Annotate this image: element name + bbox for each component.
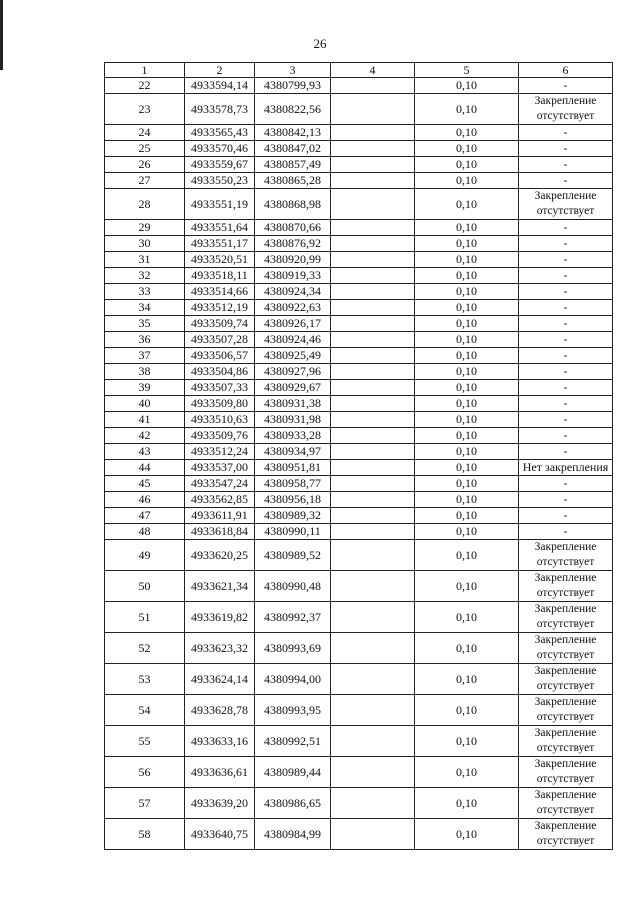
table-row: [105, 141, 613, 157]
empty-cell: [331, 141, 415, 157]
x-coordinate-cell: 4933551,17: [185, 236, 255, 252]
accuracy-cell: 0,10: [415, 284, 519, 300]
empty-cell: [331, 492, 415, 508]
accuracy-cell: 0,10: [415, 348, 519, 364]
x-coordinate-cell: 4933623,32: [185, 633, 255, 664]
y-coordinate-cell: 4380929,67: [255, 380, 331, 396]
column-header: 5: [415, 63, 519, 78]
point-number-cell: 58: [105, 819, 185, 850]
table-row: [105, 300, 613, 316]
accuracy-cell: 0,10: [415, 300, 519, 316]
accuracy-cell: 0,10: [415, 788, 519, 819]
accuracy-cell: 0,10: [415, 540, 519, 571]
point-number-cell: 23: [105, 94, 185, 125]
fixation-note-cell: -: [519, 125, 613, 141]
x-coordinate-cell: 4933578,73: [185, 94, 255, 125]
x-coordinate-cell: 4933551,19: [185, 189, 255, 220]
empty-cell: [331, 726, 415, 757]
x-coordinate-cell: 4933518,11: [185, 268, 255, 284]
x-coordinate-cell: 4933507,33: [185, 380, 255, 396]
fixation-note-cell: -: [519, 364, 613, 380]
fixation-note-cell: Закрепление отсутствует: [519, 571, 613, 602]
accuracy-cell: 0,10: [415, 524, 519, 540]
y-coordinate-cell: 4380989,32: [255, 508, 331, 524]
empty-cell: [331, 332, 415, 348]
point-number-cell: 40: [105, 396, 185, 412]
table-row: [105, 492, 613, 508]
x-coordinate-cell: 4933504,86: [185, 364, 255, 380]
y-coordinate-cell: 4380934,97: [255, 444, 331, 460]
x-coordinate-cell: 4933550,23: [185, 173, 255, 189]
point-number-cell: 54: [105, 695, 185, 726]
empty-cell: [331, 757, 415, 788]
table-row: [105, 268, 613, 284]
x-coordinate-cell: 4933628,78: [185, 695, 255, 726]
y-coordinate-cell: 4380857,49: [255, 157, 331, 173]
point-number-cell: 25: [105, 141, 185, 157]
empty-cell: [331, 252, 415, 268]
y-coordinate-cell: 4380868,98: [255, 189, 331, 220]
y-coordinate-cell: 4380992,37: [255, 602, 331, 633]
point-number-cell: 42: [105, 428, 185, 444]
empty-cell: [331, 819, 415, 850]
point-number-cell: 36: [105, 332, 185, 348]
empty-cell: [331, 664, 415, 695]
x-coordinate-cell: 4933510,63: [185, 412, 255, 428]
empty-cell: [331, 125, 415, 141]
y-coordinate-cell: 4380920,99: [255, 252, 331, 268]
y-coordinate-cell: 4380922,63: [255, 300, 331, 316]
empty-cell: [331, 284, 415, 300]
accuracy-cell: 0,10: [415, 571, 519, 602]
accuracy-cell: 0,10: [415, 819, 519, 850]
empty-cell: [331, 524, 415, 540]
empty-cell: [331, 476, 415, 492]
x-coordinate-cell: 4933562,85: [185, 492, 255, 508]
accuracy-cell: 0,10: [415, 476, 519, 492]
y-coordinate-cell: 4380847,02: [255, 141, 331, 157]
accuracy-cell: 0,10: [415, 492, 519, 508]
x-coordinate-cell: 4933594,14: [185, 78, 255, 94]
fixation-note-cell: -: [519, 508, 613, 524]
y-coordinate-cell: 4380933,28: [255, 428, 331, 444]
table-row: [105, 78, 613, 94]
point-number-cell: 41: [105, 412, 185, 428]
fixation-note-cell: -: [519, 157, 613, 173]
accuracy-cell: 0,10: [415, 757, 519, 788]
y-coordinate-cell: 4380986,65: [255, 788, 331, 819]
point-number-cell: 34: [105, 300, 185, 316]
empty-cell: [331, 220, 415, 236]
accuracy-cell: 0,10: [415, 428, 519, 444]
point-number-cell: 38: [105, 364, 185, 380]
table-row: [105, 332, 613, 348]
point-number-cell: 28: [105, 189, 185, 220]
point-number-cell: 43: [105, 444, 185, 460]
point-number-cell: 39: [105, 380, 185, 396]
table-row: [105, 125, 613, 141]
accuracy-cell: 0,10: [415, 444, 519, 460]
empty-cell: [331, 364, 415, 380]
accuracy-cell: 0,10: [415, 412, 519, 428]
table-row: [105, 524, 613, 540]
table-body: [105, 78, 613, 850]
accuracy-cell: 0,10: [415, 220, 519, 236]
accuracy-cell: 0,10: [415, 695, 519, 726]
point-number-cell: 49: [105, 540, 185, 571]
y-coordinate-cell: 4380926,17: [255, 316, 331, 332]
point-number-cell: 44: [105, 460, 185, 476]
table-row: [105, 428, 613, 444]
empty-cell: [331, 412, 415, 428]
y-coordinate-cell: 4380984,99: [255, 819, 331, 850]
y-coordinate-cell: 4380951,81: [255, 460, 331, 476]
table-row: [105, 695, 613, 726]
fixation-note-cell: -: [519, 380, 613, 396]
fixation-note-cell: -: [519, 348, 613, 364]
y-coordinate-cell: 4380870,66: [255, 220, 331, 236]
x-coordinate-cell: 4933640,75: [185, 819, 255, 850]
point-number-cell: 45: [105, 476, 185, 492]
point-number-cell: 33: [105, 284, 185, 300]
y-coordinate-cell: 4380989,44: [255, 757, 331, 788]
table-row: [105, 94, 613, 125]
y-coordinate-cell: 4380994,00: [255, 664, 331, 695]
y-coordinate-cell: 4380919,33: [255, 268, 331, 284]
accuracy-cell: 0,10: [415, 460, 519, 476]
empty-cell: [331, 236, 415, 252]
table-row: [105, 540, 613, 571]
table-row: [105, 173, 613, 189]
accuracy-cell: 0,10: [415, 602, 519, 633]
x-coordinate-cell: 4933514,66: [185, 284, 255, 300]
fixation-note-cell: -: [519, 492, 613, 508]
y-coordinate-cell: 4380822,56: [255, 94, 331, 125]
accuracy-cell: 0,10: [415, 332, 519, 348]
fixation-note-cell: -: [519, 141, 613, 157]
fixation-note-cell: Нет закрепления: [519, 460, 613, 476]
x-coordinate-cell: 4933507,28: [185, 332, 255, 348]
fixation-note-cell: Закрепление отсутствует: [519, 788, 613, 819]
point-number-cell: 47: [105, 508, 185, 524]
fixation-note-cell: -: [519, 78, 613, 94]
y-coordinate-cell: 4380925,49: [255, 348, 331, 364]
x-coordinate-cell: 4933509,80: [185, 396, 255, 412]
empty-cell: [331, 157, 415, 173]
fixation-note-cell: -: [519, 316, 613, 332]
x-coordinate-cell: 4933512,19: [185, 300, 255, 316]
table-row: [105, 602, 613, 633]
accuracy-cell: 0,10: [415, 189, 519, 220]
x-coordinate-cell: 4933620,25: [185, 540, 255, 571]
accuracy-cell: 0,10: [415, 664, 519, 695]
fixation-note-cell: -: [519, 268, 613, 284]
y-coordinate-cell: 4380956,18: [255, 492, 331, 508]
y-coordinate-cell: 4380924,34: [255, 284, 331, 300]
x-coordinate-cell: 4933611,91: [185, 508, 255, 524]
table-row: [105, 444, 613, 460]
x-coordinate-cell: 4933512,24: [185, 444, 255, 460]
table-row: [105, 460, 613, 476]
column-header: 4: [331, 63, 415, 78]
x-coordinate-cell: 4933565,43: [185, 125, 255, 141]
table-row: [105, 819, 613, 850]
empty-cell: [331, 300, 415, 316]
point-number-cell: 52: [105, 633, 185, 664]
x-coordinate-cell: 4933619,82: [185, 602, 255, 633]
fixation-note-cell: Закрепление отсутствует: [519, 757, 613, 788]
y-coordinate-cell: 4380876,92: [255, 236, 331, 252]
table-row: [105, 236, 613, 252]
accuracy-cell: 0,10: [415, 94, 519, 125]
empty-cell: [331, 268, 415, 284]
table-row: [105, 788, 613, 819]
x-coordinate-cell: 4933618,84: [185, 524, 255, 540]
point-number-cell: 30: [105, 236, 185, 252]
point-number-cell: 27: [105, 173, 185, 189]
point-number-cell: 57: [105, 788, 185, 819]
fixation-note-cell: -: [519, 236, 613, 252]
y-coordinate-cell: 4380989,52: [255, 540, 331, 571]
fixation-note-cell: -: [519, 220, 613, 236]
table-row: [105, 316, 613, 332]
accuracy-cell: 0,10: [415, 316, 519, 332]
y-coordinate-cell: 4380865,28: [255, 173, 331, 189]
x-coordinate-cell: 4933639,20: [185, 788, 255, 819]
point-number-cell: 50: [105, 571, 185, 602]
y-coordinate-cell: 4380924,46: [255, 332, 331, 348]
x-coordinate-cell: 4933636,61: [185, 757, 255, 788]
empty-cell: [331, 380, 415, 396]
fixation-note-cell: Закрепление отсутствует: [519, 633, 613, 664]
empty-cell: [331, 189, 415, 220]
empty-cell: [331, 602, 415, 633]
y-coordinate-cell: 4380990,48: [255, 571, 331, 602]
accuracy-cell: 0,10: [415, 380, 519, 396]
y-coordinate-cell: 4380799,93: [255, 78, 331, 94]
table-row: [105, 364, 613, 380]
fixation-note-cell: -: [519, 252, 613, 268]
empty-cell: [331, 571, 415, 602]
empty-cell: [331, 78, 415, 94]
table-row: [105, 157, 613, 173]
accuracy-cell: 0,10: [415, 236, 519, 252]
x-coordinate-cell: 4933570,46: [185, 141, 255, 157]
fixation-note-cell: -: [519, 476, 613, 492]
y-coordinate-cell: 4380990,11: [255, 524, 331, 540]
point-number-cell: 51: [105, 602, 185, 633]
accuracy-cell: 0,10: [415, 157, 519, 173]
fixation-note-cell: Закрепление отсутствует: [519, 540, 613, 571]
table-row: [105, 252, 613, 268]
accuracy-cell: 0,10: [415, 173, 519, 189]
fixation-note-cell: -: [519, 428, 613, 444]
x-coordinate-cell: 4933509,76: [185, 428, 255, 444]
column-header: 3: [255, 63, 331, 78]
empty-cell: [331, 316, 415, 332]
table-row: [105, 757, 613, 788]
fixation-note-cell: Закрепление отсутствует: [519, 664, 613, 695]
fixation-note-cell: -: [519, 332, 613, 348]
x-coordinate-cell: 4933624,14: [185, 664, 255, 695]
accuracy-cell: 0,10: [415, 508, 519, 524]
fixation-note-cell: Закрепление отсутствует: [519, 695, 613, 726]
point-number-cell: 32: [105, 268, 185, 284]
fixation-note-cell: -: [519, 300, 613, 316]
accuracy-cell: 0,10: [415, 726, 519, 757]
y-coordinate-cell: 4380931,98: [255, 412, 331, 428]
empty-cell: [331, 396, 415, 412]
x-coordinate-cell: 4933621,34: [185, 571, 255, 602]
fixation-note-cell: -: [519, 284, 613, 300]
point-number-cell: 35: [105, 316, 185, 332]
coordinates-table: [104, 62, 613, 850]
scan-edge-mark: [0, 0, 3, 70]
table-row: [105, 412, 613, 428]
point-number-cell: 22: [105, 78, 185, 94]
y-coordinate-cell: 4380842,13: [255, 125, 331, 141]
point-number-cell: 56: [105, 757, 185, 788]
empty-cell: [331, 508, 415, 524]
empty-cell: [331, 428, 415, 444]
empty-cell: [331, 173, 415, 189]
point-number-cell: 55: [105, 726, 185, 757]
x-coordinate-cell: 4933547,24: [185, 476, 255, 492]
fixation-note-cell: Закрепление отсутствует: [519, 602, 613, 633]
point-number-cell: 31: [105, 252, 185, 268]
fixation-note-cell: -: [519, 412, 613, 428]
fixation-note-cell: -: [519, 396, 613, 412]
fixation-note-cell: Закрепление отсутствует: [519, 726, 613, 757]
table-row: [105, 220, 613, 236]
page-number: 26: [313, 36, 327, 51]
empty-cell: [331, 788, 415, 819]
table-row: [105, 348, 613, 364]
table-row: [105, 189, 613, 220]
empty-cell: [331, 348, 415, 364]
accuracy-cell: 0,10: [415, 633, 519, 664]
empty-cell: [331, 444, 415, 460]
x-coordinate-cell: 4933559,67: [185, 157, 255, 173]
point-number-cell: 26: [105, 157, 185, 173]
table-row: [105, 396, 613, 412]
accuracy-cell: 0,10: [415, 268, 519, 284]
fixation-note-cell: -: [519, 444, 613, 460]
point-number-cell: 53: [105, 664, 185, 695]
y-coordinate-cell: 4380992,51: [255, 726, 331, 757]
empty-cell: [331, 460, 415, 476]
fixation-note-cell: Закрепление отсутствует: [519, 819, 613, 850]
column-header: 1: [105, 63, 185, 78]
y-coordinate-cell: 4380993,69: [255, 633, 331, 664]
point-number-cell: 48: [105, 524, 185, 540]
header-row: [105, 63, 613, 78]
accuracy-cell: 0,10: [415, 78, 519, 94]
x-coordinate-cell: 4933520,51: [185, 252, 255, 268]
table-row: [105, 476, 613, 492]
x-coordinate-cell: 4933633,16: [185, 726, 255, 757]
fixation-note-cell: Закрепление отсутствует: [519, 94, 613, 125]
accuracy-cell: 0,10: [415, 252, 519, 268]
point-number-cell: 46: [105, 492, 185, 508]
x-coordinate-cell: 4933551,64: [185, 220, 255, 236]
accuracy-cell: 0,10: [415, 396, 519, 412]
point-number-cell: 29: [105, 220, 185, 236]
column-header: 2: [185, 63, 255, 78]
table-row: [105, 571, 613, 602]
point-number-cell: 24: [105, 125, 185, 141]
y-coordinate-cell: 4380958,77: [255, 476, 331, 492]
empty-cell: [331, 633, 415, 664]
column-header: 6: [519, 63, 613, 78]
accuracy-cell: 0,10: [415, 364, 519, 380]
fixation-note-cell: -: [519, 173, 613, 189]
x-coordinate-cell: 4933509,74: [185, 316, 255, 332]
table-row: [105, 726, 613, 757]
x-coordinate-cell: 4933506,57: [185, 348, 255, 364]
table-row: [105, 633, 613, 664]
empty-cell: [331, 695, 415, 726]
empty-cell: [331, 94, 415, 125]
point-number-cell: 37: [105, 348, 185, 364]
empty-cell: [331, 540, 415, 571]
fixation-note-cell: Закрепление отсутствует: [519, 189, 613, 220]
y-coordinate-cell: 4380927,96: [255, 364, 331, 380]
table-row: [105, 284, 613, 300]
accuracy-cell: 0,10: [415, 125, 519, 141]
x-coordinate-cell: 4933537,00: [185, 460, 255, 476]
y-coordinate-cell: 4380931,38: [255, 396, 331, 412]
table-row: [105, 380, 613, 396]
accuracy-cell: 0,10: [415, 141, 519, 157]
table-row: [105, 664, 613, 695]
table-row: [105, 508, 613, 524]
y-coordinate-cell: 4380993,95: [255, 695, 331, 726]
fixation-note-cell: -: [519, 524, 613, 540]
